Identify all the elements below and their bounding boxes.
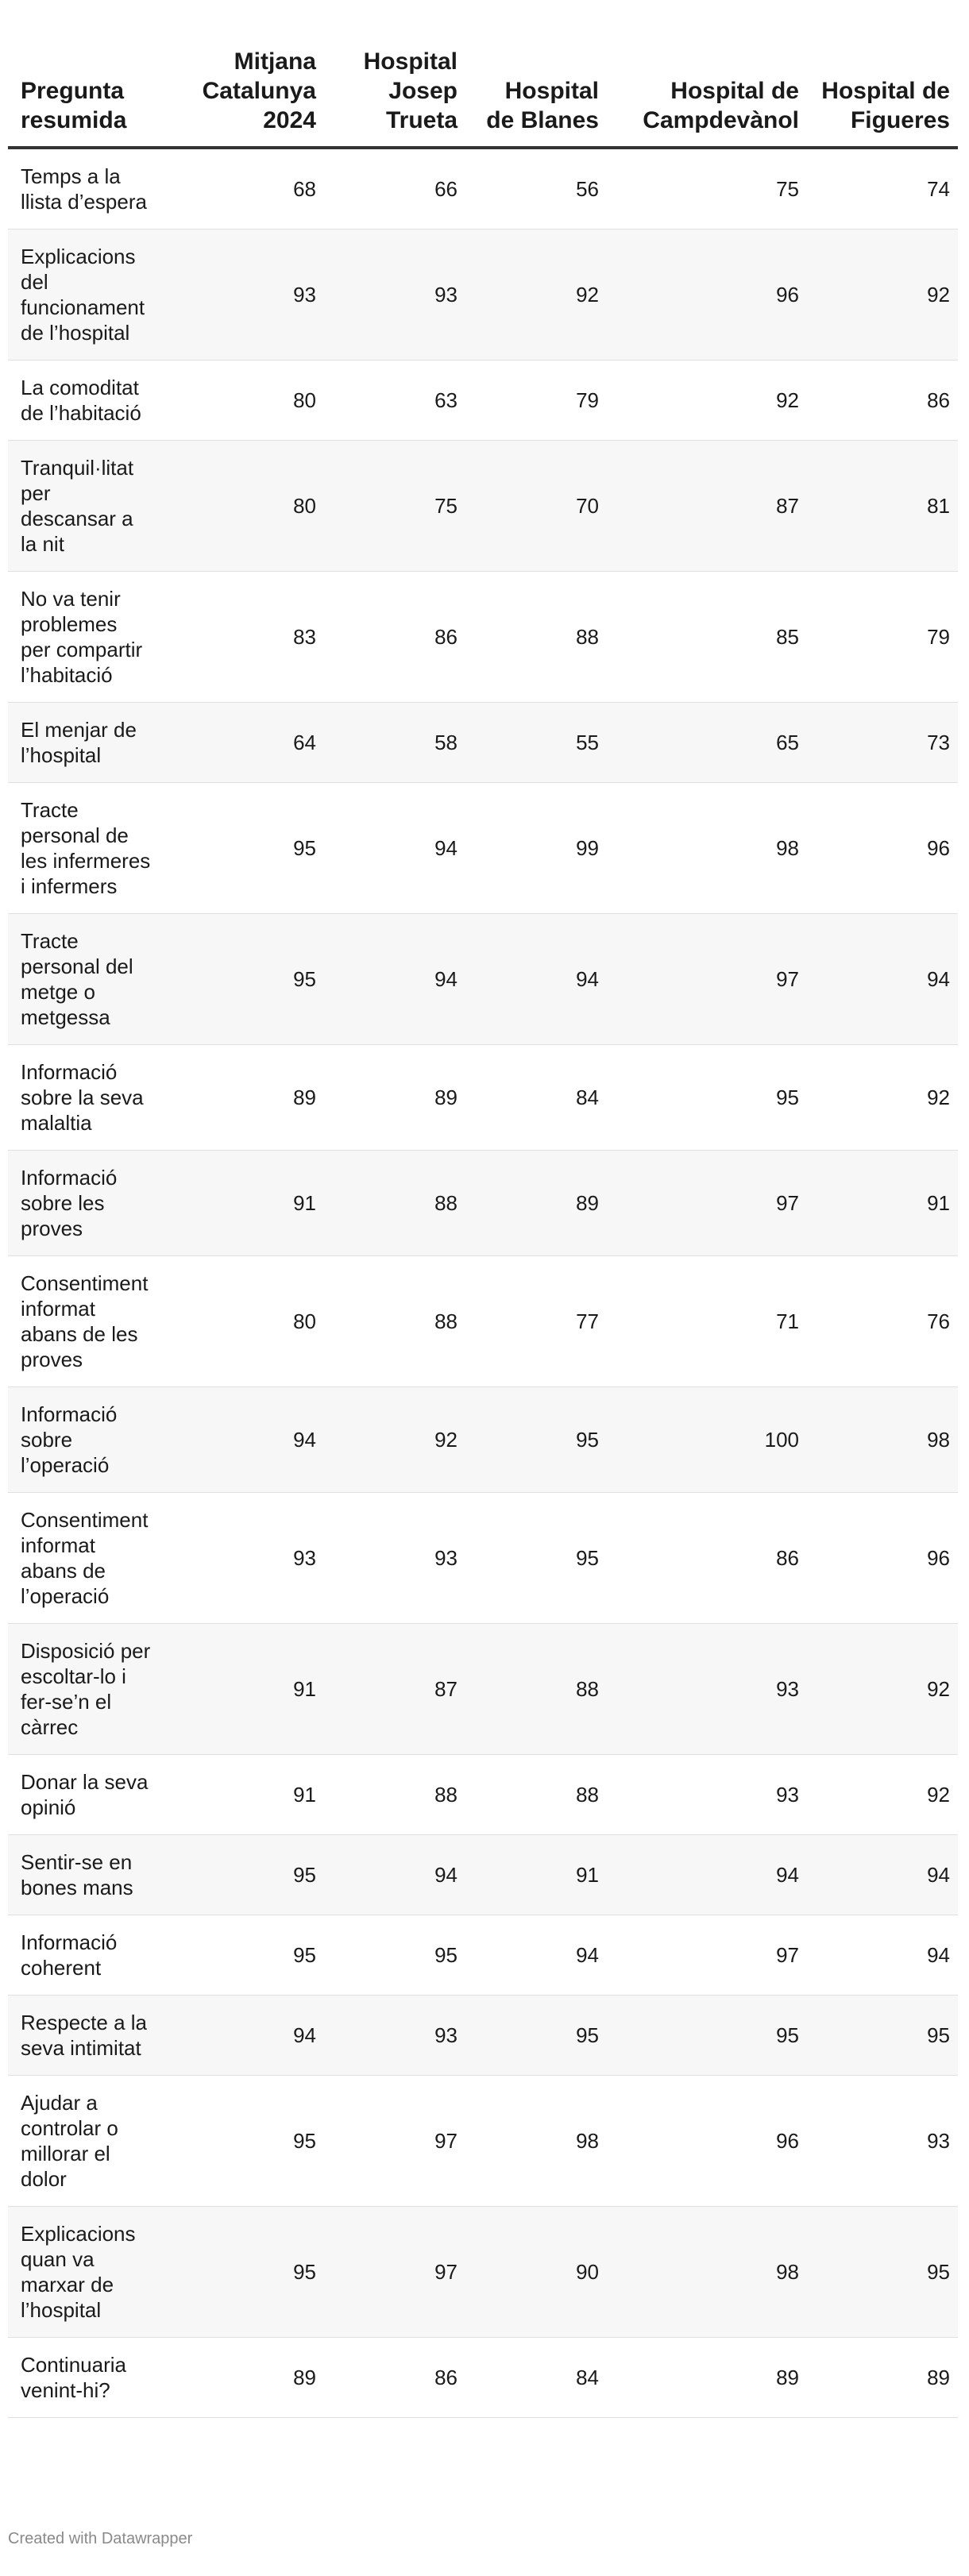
table-cell: 83 bbox=[167, 572, 326, 703]
table-cell: 97 bbox=[608, 1151, 809, 1256]
table-cell: 92 bbox=[326, 1387, 467, 1493]
table-cell: 92 bbox=[608, 361, 809, 441]
table-cell: 91 bbox=[167, 1755, 326, 1835]
table-cell: 58 bbox=[326, 703, 467, 783]
table-cell: 64 bbox=[167, 703, 326, 783]
table-cell: 95 bbox=[809, 2207, 958, 2338]
table-cell: 95 bbox=[167, 1915, 326, 1996]
table-cell: 55 bbox=[467, 703, 608, 783]
table-cell: 95 bbox=[608, 1045, 809, 1151]
table-cell: 93 bbox=[326, 229, 467, 361]
table-cell: 94 bbox=[608, 1835, 809, 1915]
table-cell: 94 bbox=[167, 1996, 326, 2076]
table-cell: 87 bbox=[326, 1624, 467, 1755]
table-cell: 80 bbox=[167, 361, 326, 441]
table-cell: 88 bbox=[326, 1256, 467, 1387]
table-cell: 84 bbox=[467, 2338, 608, 2418]
table-cell: 98 bbox=[608, 2207, 809, 2338]
table-cell: 89 bbox=[326, 1045, 467, 1151]
row-label: Explicacions del funcionament de l’hospital bbox=[8, 229, 167, 361]
table-cell: 70 bbox=[467, 441, 608, 572]
table-cell: 88 bbox=[467, 1755, 608, 1835]
table-cell: 71 bbox=[608, 1256, 809, 1387]
table-cell: 77 bbox=[467, 1256, 608, 1387]
table-cell: 65 bbox=[608, 703, 809, 783]
table-row bbox=[8, 2207, 958, 2338]
table-cell: 80 bbox=[167, 1256, 326, 1387]
table-row bbox=[8, 1151, 958, 1256]
table-cell: 94 bbox=[467, 914, 608, 1045]
table-cell: 95 bbox=[467, 1996, 608, 2076]
table-row bbox=[8, 1256, 958, 1387]
table-row bbox=[8, 229, 958, 361]
row-label: Tracte personal de les infermeres i infermers bbox=[8, 783, 167, 914]
table-cell: 89 bbox=[608, 2338, 809, 2418]
table-row bbox=[8, 1996, 958, 2076]
table-cell: 93 bbox=[608, 1755, 809, 1835]
row-label: Explicacions quan va marxar de l’hospital bbox=[8, 2207, 167, 2338]
table-cell: 95 bbox=[167, 914, 326, 1045]
table-cell: 95 bbox=[167, 2207, 326, 2338]
column-header: Mitjana Catalunya 2024 bbox=[167, 0, 326, 148]
row-label: Ajudar a controlar o millorar el dolor bbox=[8, 2076, 167, 2207]
table-cell: 98 bbox=[608, 783, 809, 914]
table-cell: 93 bbox=[167, 1493, 326, 1624]
table-cell: 93 bbox=[608, 1624, 809, 1755]
table-cell: 86 bbox=[809, 361, 958, 441]
table-cell: 89 bbox=[467, 1151, 608, 1256]
table-cell: 89 bbox=[809, 2338, 958, 2418]
table-row bbox=[8, 1835, 958, 1915]
row-label: Informació sobre les proves bbox=[8, 1151, 167, 1256]
table-cell: 97 bbox=[608, 914, 809, 1045]
row-label: Informació sobre l’operació bbox=[8, 1387, 167, 1493]
table-cell: 87 bbox=[608, 441, 809, 572]
row-label: Respecte a la seva intimitat bbox=[8, 1996, 167, 2076]
table-cell: 74 bbox=[809, 148, 958, 229]
table-cell: 88 bbox=[326, 1755, 467, 1835]
table-cell: 94 bbox=[809, 1915, 958, 1996]
table-cell: 79 bbox=[809, 572, 958, 703]
table-cell: 91 bbox=[809, 1151, 958, 1256]
row-label: Sentir-se en bones mans bbox=[8, 1835, 167, 1915]
table-cell: 96 bbox=[809, 783, 958, 914]
table-row bbox=[8, 1493, 958, 1624]
row-label: Temps a la llista d’espera bbox=[8, 148, 167, 229]
table-cell: 73 bbox=[809, 703, 958, 783]
column-header: Hospital de Campdevànol bbox=[608, 0, 809, 148]
table-cell: 92 bbox=[809, 1755, 958, 1835]
table-cell: 79 bbox=[467, 361, 608, 441]
table-cell: 80 bbox=[167, 441, 326, 572]
table-cell: 88 bbox=[467, 1624, 608, 1755]
table-cell: 94 bbox=[809, 914, 958, 1045]
table-cell: 97 bbox=[326, 2076, 467, 2207]
column-header: Hospital de Blanes bbox=[467, 0, 608, 148]
table-cell: 94 bbox=[326, 1835, 467, 1915]
column-header: Hospital Josep Trueta bbox=[326, 0, 467, 148]
table-cell: 86 bbox=[326, 572, 467, 703]
table-cell: 86 bbox=[608, 1493, 809, 1624]
table-header-row bbox=[8, 0, 958, 148]
table-row bbox=[8, 783, 958, 914]
table-cell: 91 bbox=[167, 1151, 326, 1256]
table-cell: 100 bbox=[608, 1387, 809, 1493]
table-cell: 98 bbox=[809, 1387, 958, 1493]
table-row bbox=[8, 361, 958, 441]
table-row bbox=[8, 1387, 958, 1493]
data-table bbox=[8, 0, 958, 2418]
table-row bbox=[8, 1755, 958, 1835]
row-label: Continuaria venint-hi? bbox=[8, 2338, 167, 2418]
table-cell: 63 bbox=[326, 361, 467, 441]
table-cell: 97 bbox=[608, 1915, 809, 1996]
table-cell: 96 bbox=[608, 2076, 809, 2207]
table-cell: 96 bbox=[608, 229, 809, 361]
table-cell: 95 bbox=[608, 1996, 809, 2076]
table-cell: 92 bbox=[809, 1624, 958, 1755]
table-cell: 92 bbox=[809, 1045, 958, 1151]
table-cell: 95 bbox=[167, 783, 326, 914]
table-cell: 96 bbox=[809, 1493, 958, 1624]
table-cell: 93 bbox=[167, 229, 326, 361]
table-cell: 93 bbox=[809, 2076, 958, 2207]
table-cell: 75 bbox=[608, 148, 809, 229]
row-label: Consentiment informat abans de l’operació bbox=[8, 1493, 167, 1624]
table-row bbox=[8, 148, 958, 229]
table-cell: 92 bbox=[467, 229, 608, 361]
table-cell: 94 bbox=[467, 1915, 608, 1996]
table-cell: 97 bbox=[326, 2207, 467, 2338]
table-row bbox=[8, 1915, 958, 1996]
table-cell: 91 bbox=[467, 1835, 608, 1915]
row-label: No va tenir problemes per compartir l’habitació bbox=[8, 572, 167, 703]
table-cell: 68 bbox=[167, 148, 326, 229]
table-row bbox=[8, 572, 958, 703]
column-header: Hospital de Figueres bbox=[809, 0, 958, 148]
table-cell: 95 bbox=[167, 1835, 326, 1915]
column-header: Pregunta resumida bbox=[8, 0, 167, 148]
table-row bbox=[8, 2076, 958, 2207]
row-label: Informació coherent bbox=[8, 1915, 167, 1996]
table-cell: 56 bbox=[467, 148, 608, 229]
table-cell: 94 bbox=[326, 914, 467, 1045]
table-cell: 89 bbox=[167, 2338, 326, 2418]
table-cell: 95 bbox=[167, 2076, 326, 2207]
table-cell: 94 bbox=[167, 1387, 326, 1493]
table-cell: 93 bbox=[326, 1996, 467, 2076]
table-row bbox=[8, 2338, 958, 2418]
table-cell: 92 bbox=[809, 229, 958, 361]
table-cell: 66 bbox=[326, 148, 467, 229]
table-cell: 90 bbox=[467, 2207, 608, 2338]
table-cell: 91 bbox=[167, 1624, 326, 1755]
table-cell: 88 bbox=[326, 1151, 467, 1256]
table-cell: 95 bbox=[809, 1996, 958, 2076]
table-body bbox=[8, 148, 958, 2418]
table-row bbox=[8, 1624, 958, 1755]
table-cell: 94 bbox=[326, 783, 467, 914]
table-row bbox=[8, 703, 958, 783]
table-cell: 95 bbox=[326, 1915, 467, 1996]
table-cell: 95 bbox=[467, 1387, 608, 1493]
table-cell: 81 bbox=[809, 441, 958, 572]
table-cell: 85 bbox=[608, 572, 809, 703]
table-cell: 94 bbox=[809, 1835, 958, 1915]
table-row bbox=[8, 441, 958, 572]
table-cell: 89 bbox=[167, 1045, 326, 1151]
row-label: Consentiment informat abans de les proves bbox=[8, 1256, 167, 1387]
table-row bbox=[8, 1045, 958, 1151]
table-cell: 99 bbox=[467, 783, 608, 914]
table-cell: 98 bbox=[467, 2076, 608, 2207]
row-label: Informació sobre la seva malaltia bbox=[8, 1045, 167, 1151]
row-label: Tranquil·litat per descansar a la nit bbox=[8, 441, 167, 572]
table-cell: 86 bbox=[326, 2338, 467, 2418]
row-label: Donar la seva opinió bbox=[8, 1755, 167, 1835]
credit-footer: Created with Datawrapper bbox=[8, 2530, 193, 2547]
row-label: Tracte personal del metge o metgessa bbox=[8, 914, 167, 1045]
table-cell: 95 bbox=[467, 1493, 608, 1624]
table-cell: 93 bbox=[326, 1493, 467, 1624]
table-cell: 84 bbox=[467, 1045, 608, 1151]
table-row bbox=[8, 914, 958, 1045]
row-label: Disposició per escoltar-lo i fer-se’n el càrrec bbox=[8, 1624, 167, 1755]
row-label: El menjar de l’hospital bbox=[8, 703, 167, 783]
row-label: La comoditat de l’habitació bbox=[8, 361, 167, 441]
table-cell: 75 bbox=[326, 441, 467, 572]
table-cell: 76 bbox=[809, 1256, 958, 1387]
table-cell: 88 bbox=[467, 572, 608, 703]
